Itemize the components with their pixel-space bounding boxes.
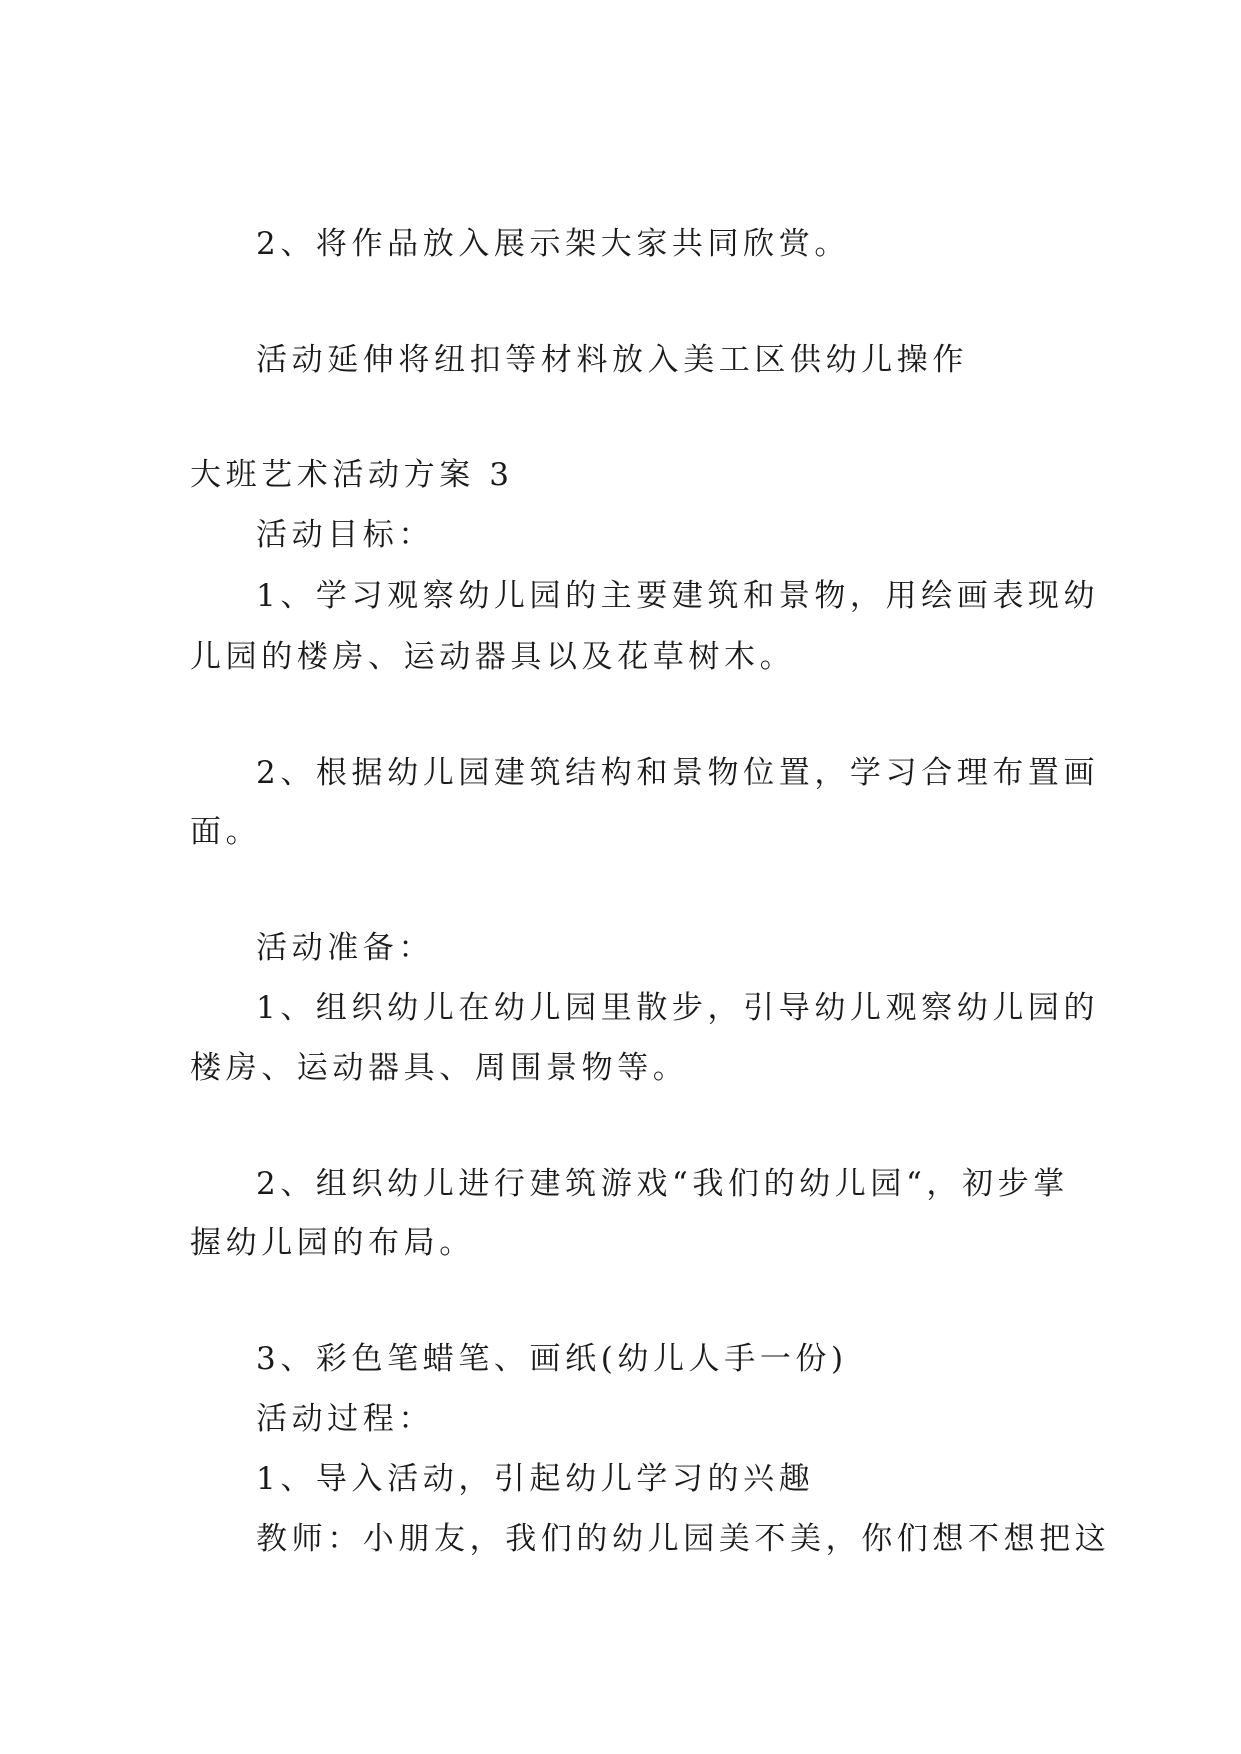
paragraph-line: 面。 <box>190 814 262 850</box>
paragraph-line: 1、导入活动，引起幼儿学习的兴趣 <box>256 1461 815 1497</box>
section-heading: 大班艺术活动方案 3 <box>190 457 514 493</box>
paragraph-line: 2、将作品放入展示架大家共同欣赏。 <box>256 226 850 262</box>
paragraph-line: 教师：小朋友，我们的幼儿园美不美，你们想不想把这 <box>256 1521 1111 1557</box>
paragraph-line: 楼房、运动器具、周围景物等。 <box>190 1050 689 1086</box>
paragraph-line: 儿园的楼房、运动器具以及花草树木。 <box>190 639 796 675</box>
paragraph-line: 3、彩色笔蜡笔、画纸(幼儿人手一份) <box>256 1341 848 1377</box>
subheading-process: 活动过程： <box>256 1401 434 1437</box>
subheading-goals: 活动目标： <box>256 517 434 553</box>
paragraph-line: 2、组织幼儿进行建筑游戏“我们的幼儿园“，初步掌 <box>256 1166 1069 1202</box>
paragraph-line: 活动延伸将纽扣等材料放入美工区供幼儿操作 <box>256 342 968 378</box>
subheading-preparation: 活动准备： <box>256 930 434 966</box>
paragraph-line: 1、组织幼儿在幼儿园里散步，引导幼儿观察幼儿园的 <box>256 990 1100 1026</box>
paragraph-line: 1、学习观察幼儿园的主要建筑和景物，用绘画表现幼 <box>256 578 1100 614</box>
paragraph-line: 握幼儿园的布局。 <box>190 1225 475 1261</box>
paragraph-line: 2、根据幼儿园建筑结构和景物位置，学习合理布置画 <box>256 755 1100 791</box>
